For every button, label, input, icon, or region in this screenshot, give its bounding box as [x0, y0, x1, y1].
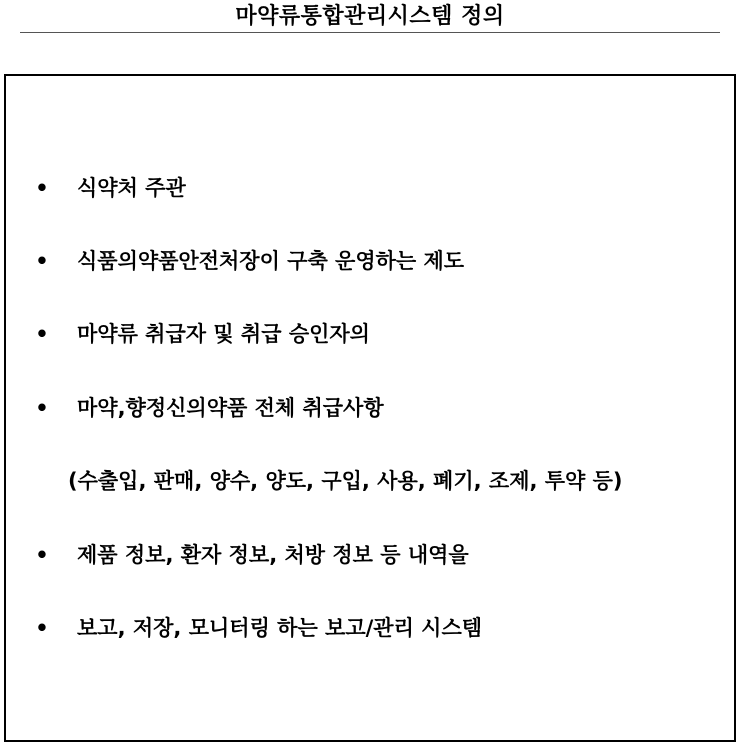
list-item-text: 식약처 주관 [77, 176, 186, 200]
page-title: 마약류통합관리시스템 정의 [235, 4, 505, 29]
definition-box [4, 74, 736, 742]
list-item-text: 제품 정보, 환자 정보, 처방 정보 등 내역을 [77, 543, 469, 567]
sub-note-text: (수출입, 판매, 양수, 양도, 구입, 사용, 폐기, 조제, 투약 등) [68, 469, 623, 493]
bullet-icon: • [35, 396, 49, 420]
list-item-text: 마약류 취급자 및 취급 승인자의 [77, 322, 370, 346]
bullet-icon: • [35, 543, 49, 567]
list-item-text: 마약,향정신의약품 전체 취급사항 [77, 396, 384, 420]
list-item-text: 보고, 저장, 모니터링 하는 보고/관리 시스템 [77, 616, 483, 640]
bullet-icon: • [35, 322, 49, 346]
bullet-icon: • [35, 616, 49, 640]
list-item-text: 식품의약품안전처장이 구축 운영하는 제도 [77, 249, 465, 273]
title-divider [20, 32, 720, 33]
bullet-icon: • [35, 176, 49, 200]
bullet-icon: • [35, 249, 49, 273]
